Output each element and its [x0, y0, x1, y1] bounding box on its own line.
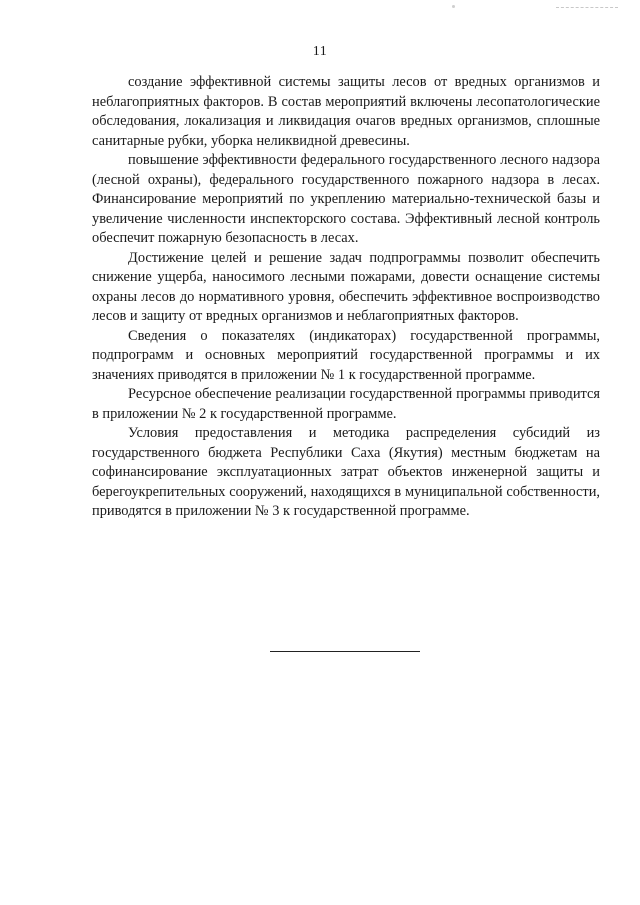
paragraph-forest-supervision: повышение эффективности федерального государственного лесного надзора (лесной охраны), федерального государственного пожарного надзора в лесах. Финансирование мероприятий по укреплению материально-технической базы и увеличение численности инспекторского состава. Эффективный лесной контроль обеспечит пожарную безопасность в лесах. — [92, 152, 600, 246]
document-body — [92, 73, 600, 522]
paragraph-resources: Ресурсное обеспечение реализации государственной программы приводится в приложении № 2 к государственной программе. — [92, 386, 600, 422]
closing-separator-line — [270, 651, 420, 652]
paragraph-subsidies: Условия предоставления и методика распределения субсидий из государственного бюджета Республики Саха (Якутия) местным бюджетам на софинансирование эксплуатационных затрат объектов инженерной защиты и берегоукрепительных сооружений, находящихся в муниципальной собственности, приводятся в приложении № 3 к государственной программе. — [92, 425, 600, 519]
paragraph-forest-protection: создание эффективной системы защиты лесов от вредных организмов и неблагоприятных факторов. В состав мероприятий включены лесопатологические обследования, локализация и ликвидация очагов вредных организмов, сплошные санитарные рубки, уборка неликвидной древесины. — [92, 74, 600, 149]
scan-speck — [452, 5, 455, 8]
page-number: 11 — [312, 44, 328, 59]
paragraph-indicators: Сведения о показателях (индикаторах) государственной программы, подпрограмм и основных мероприятий государственной программы и их значениях приводятся в приложении № 1 к государственной программе. — [92, 327, 600, 383]
paragraph-subprogram-goals: Достижение целей и решение задач подпрограммы позволит обеспечить снижение ущерба, наносимого лесными пожарами, довести оснащение системы охраны лесов до нормативного уровня, обеспечить эффективное воспроизводство лесов и защиту от вредных организмов и неблагоприятных факторов. — [92, 249, 600, 324]
scan-corner-mark — [556, 7, 618, 8]
